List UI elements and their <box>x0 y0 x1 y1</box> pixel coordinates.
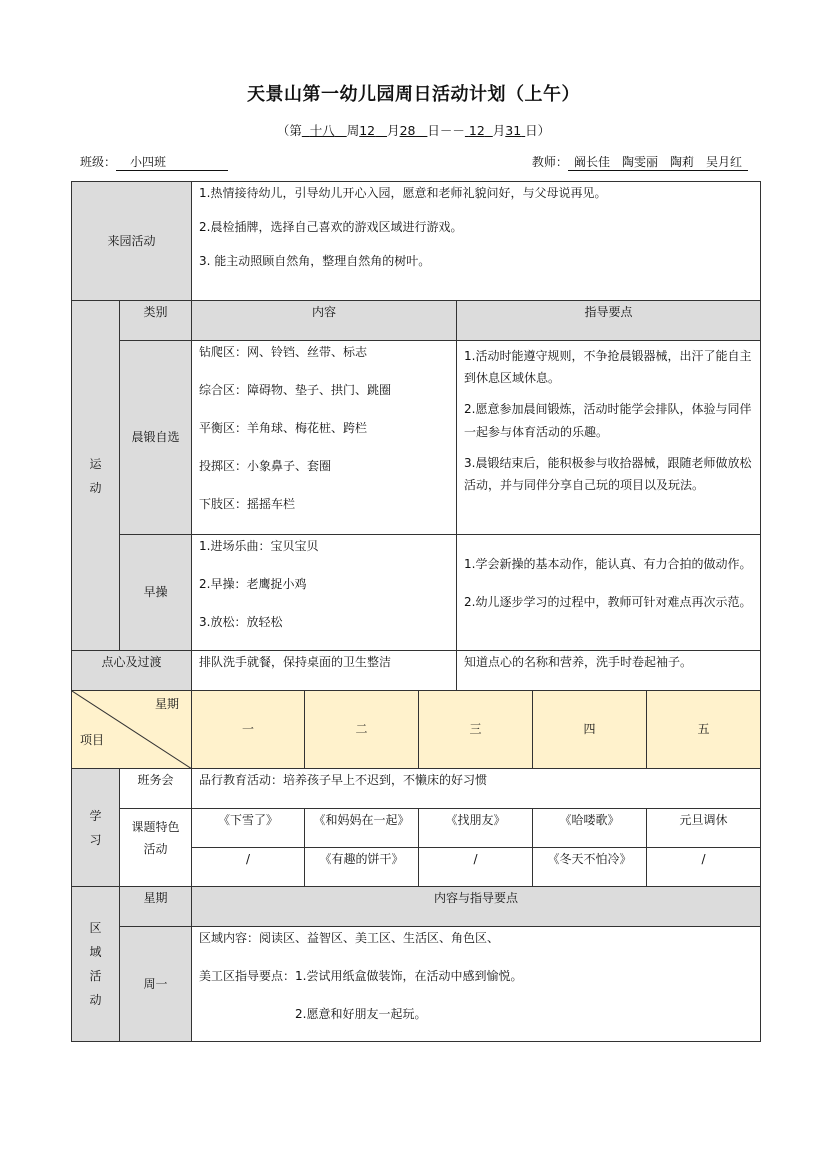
sports-label <box>72 301 120 651</box>
class-value: 小四班 <box>116 153 228 171</box>
item-label: 项目 <box>80 733 105 747</box>
feature-row-1 <box>72 809 761 848</box>
sports-label-char: 动 <box>89 480 102 495</box>
area-content-header: 内容与指导要点 <box>192 887 761 927</box>
arrival-item: 3. 能主动照顾自然角，整理自然角的树叶。 <box>199 254 431 268</box>
date-range <box>0 121 827 139</box>
exercise-zone: 平衡区：羊角球、梅花桩、跨栏 <box>199 421 368 435</box>
weekday-label: 星期 <box>155 697 180 711</box>
area-label <box>72 887 120 1042</box>
morning-gym-row <box>72 535 761 651</box>
content-header: 内容 <box>192 301 457 341</box>
subtitle-ri1: 日－－ <box>427 123 465 138</box>
class-meeting-content: 品行教育活动：培养孩子早上不迟到，不懒床的好习惯 <box>192 769 761 809</box>
teacher-name: 陶莉 <box>664 153 700 171</box>
weekday-fri: 五 <box>647 691 761 769</box>
morning-exercise-content <box>192 341 457 535</box>
snack-label: 点心及过渡 <box>72 651 192 691</box>
exercise-zone: 下肢区：摇摇车栏 <box>199 497 296 511</box>
page-title: 天景山第一幼儿园周日活动计划（上午） <box>247 84 580 105</box>
feature-activity: / <box>647 848 761 887</box>
exercise-zone: 投掷区：小象鼻子、套圈 <box>199 459 332 473</box>
feature-activity: 《找朋友》 <box>419 809 533 848</box>
area-monday-label: 周一 <box>120 927 192 1042</box>
arrival-row <box>72 182 761 301</box>
end-day: 31 <box>505 123 522 138</box>
area-monday-content <box>192 927 761 1042</box>
area-line: 2.愿意和好朋友一起玩。 <box>295 1007 427 1021</box>
plan-table <box>71 181 761 1042</box>
weekday-tue: 二 <box>305 691 419 769</box>
guide-header: 指导要点 <box>457 301 761 341</box>
snack-content: 排队洗手就餐，保持桌面的卫生整洁 <box>192 651 457 691</box>
subtitle-ri2: 日） <box>525 123 551 138</box>
feature-activity: 元旦调休 <box>647 809 761 848</box>
teacher-name: 吴月红 <box>700 153 748 171</box>
feature-activity: 《有趣的饼干》 <box>305 848 419 887</box>
snack-guide: 知道点心的名称和营养，洗手时卷起袖子。 <box>457 651 761 691</box>
area-header-row <box>72 887 761 927</box>
morning-exercise-label: 晨锻自选 <box>120 341 192 535</box>
teacher-name: 阚长佳 <box>568 153 616 171</box>
exercise-zone: 钻爬区：网、铃铛、丝带、标志 <box>199 345 368 359</box>
start-month: 12 <box>359 123 376 138</box>
sports-label-char: 运 <box>89 456 102 471</box>
feature-label: 课题特色活动 <box>120 809 192 887</box>
teacher-name: 陶雯丽 <box>616 153 664 171</box>
area-line: 区域内容：阅读区、益智区、美工区、生活区、角色区、 <box>199 931 500 945</box>
guide-point: 1.学会新操的基本动作，能认真、有力合拍的做动作。 <box>464 557 752 571</box>
guide-point: 3.晨锻结束后，能积极参与收拾器械，跟随老师做放松活动，并与同伴分享自己玩的项目以及玩法。 <box>464 455 752 492</box>
class-label: 班级： <box>80 155 117 169</box>
morning-gym-content <box>192 535 457 651</box>
weekday-wed: 三 <box>419 691 533 769</box>
start-day: 28 <box>399 123 416 138</box>
area-day-header: 星期 <box>120 887 192 927</box>
weekday-thu: 四 <box>533 691 647 769</box>
morning-exercise-row <box>72 341 761 535</box>
morning-gym-label: 早操 <box>120 535 192 651</box>
class-meeting-label: 班务会 <box>120 769 192 809</box>
subtitle-open: （第 <box>276 123 302 138</box>
subtitle-zhou: 周 <box>346 123 360 138</box>
guide-point: 2.幼儿逐步学习的过程中，教师可针对难点再次示范。 <box>464 595 752 609</box>
study-label-char: 学 <box>89 808 102 823</box>
subtitle-yue2: 月 <box>492 123 506 138</box>
arrival-content <box>192 182 761 301</box>
area-line: 美工区指导要点：1.尝试用纸盒做装饰，在活动中感到愉悦。 <box>199 969 523 983</box>
exercise-zone: 综合区：障碍物、垫子、拱门、跳圈 <box>199 383 392 397</box>
subtitle-yue1: 月 <box>387 123 400 138</box>
study-label <box>72 769 120 887</box>
gym-item: 1.进场乐曲：宝贝宝贝 <box>199 539 319 553</box>
teacher-label: 教师： <box>531 155 568 169</box>
feature-activity: 《下雪了》 <box>192 809 305 848</box>
feature-activity: / <box>192 848 305 887</box>
week-header-row <box>72 691 761 769</box>
guide-point: 1.活动时能遵守规则，不争抢晨锻器械，出汗了能自主到休息区域休息。 <box>464 349 752 386</box>
feature-activity: / <box>419 848 533 887</box>
morning-gym-guide <box>457 535 761 651</box>
guide-point: 2.愿意参加晨间锻炼，活动时能学会排队，体验与同伴一起参与体育活动的乐趣。 <box>464 402 752 439</box>
feature-activity: 《哈喽歌》 <box>533 809 647 848</box>
diagonal-header-cell <box>72 691 192 769</box>
arrival-label: 来园活动 <box>72 182 192 301</box>
class-meeting-row <box>72 769 761 809</box>
sports-header-row <box>72 301 761 341</box>
class-info <box>80 153 228 171</box>
weekday-mon: 一 <box>192 691 305 769</box>
week-number: 十八 <box>309 123 335 138</box>
morning-exercise-guide <box>457 341 761 535</box>
study-label-char: 习 <box>89 832 102 847</box>
arrival-item: 2.晨检插牌，选择自己喜欢的游戏区域进行游戏。 <box>199 220 463 234</box>
gym-item: 3.放松：放轻松 <box>199 615 283 629</box>
teacher-info <box>532 153 748 171</box>
feature-activity: 《和妈妈在一起》 <box>305 809 419 848</box>
area-label-char: 区 <box>89 921 102 935</box>
area-label-char: 活 <box>89 969 102 983</box>
area-monday-row <box>72 927 761 1042</box>
feature-activity: 《冬天不怕冷》 <box>533 848 647 887</box>
arrival-item: 1.热情接待幼儿，引导幼儿开心入园，愿意和老师礼貌问好，与父母说再见。 <box>199 186 607 200</box>
category-header: 类别 <box>120 301 192 341</box>
gym-item: 2.早操：老鹰捉小鸡 <box>199 577 307 591</box>
snack-row <box>72 651 761 691</box>
area-label-char: 动 <box>89 993 102 1007</box>
end-month: 12 <box>468 123 485 138</box>
area-label-char: 域 <box>89 945 102 959</box>
